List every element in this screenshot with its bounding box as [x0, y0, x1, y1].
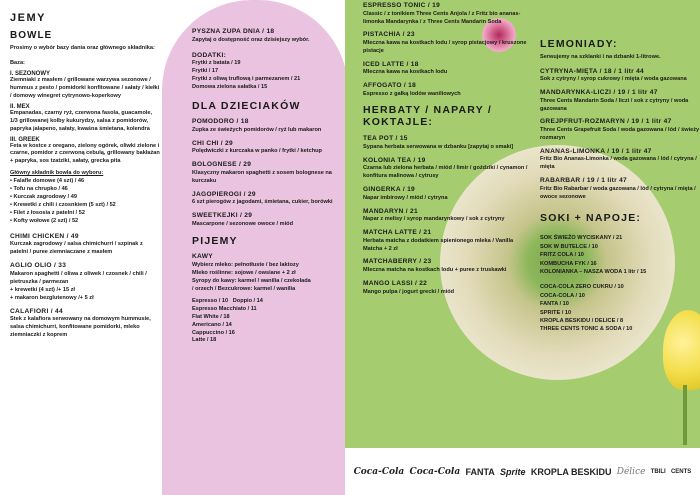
list-item: FANTA / 10 [540, 301, 569, 308]
menu-item-title: SWEETKEJKI / 29 [192, 212, 253, 220]
menu-item-desc: Napar imbirowy / miód / cytryna [363, 194, 448, 201]
main-ingredient-title: Główny składnik bowla do wyboru: [10, 170, 104, 177]
menu-item-desc: Stek z kalafiora serwowany na domowym hummusie, salsa chimichurri, konfitowane pomidorki, mleko ziemniaczki z koprem [10, 316, 151, 339]
drinks-heading: PIJEMY [192, 234, 238, 247]
menu-item-title: ESPRESSO TONIC / 19 [363, 2, 441, 9]
soup-title: PYSZNA ZUPA DNIA / 18 [192, 28, 275, 35]
list-item: • Filet z łososia z patelni / 52 [10, 210, 86, 216]
menu-item [192, 212, 338, 229]
menu-item-desc: Mleczna kawa na kostkach lodu [363, 69, 448, 76]
base-title: II. MEX [10, 103, 30, 110]
list-item: Frytki z batata / 19 [192, 60, 241, 67]
menu-item-desc: Mascarpone / sezonowe owoce / miód [192, 220, 294, 227]
list-item: SOK ŚWIEŻO WYCISKANY / 21 [540, 235, 623, 242]
list-item: FRITZ COLA / 10 [540, 252, 584, 259]
menu-item-desc: Mleczna kawa na kostkach lodu / syrop pistacjowy / kruszone pistacje [363, 40, 527, 54]
menu-item-title: CALAFIORI / 44 [10, 307, 63, 315]
menu-item [363, 157, 533, 181]
list-item: Americano / 14 [192, 321, 232, 328]
lemonade-juice-subcolumn [540, 0, 700, 334]
menu-item [192, 191, 338, 208]
list-item: Frytki / 17 [192, 68, 219, 74]
menu-item-desc: Herbata matcha z dodatkiem spienionego mleka / Vanilla Matcha + 2 zł [363, 237, 514, 252]
menu-item [540, 148, 700, 172]
menu-item-desc: Mleczna matcha na kostkach lodu + puree z truskawki [363, 267, 507, 273]
list-item: Domowa zielona sałatka / 15 [192, 83, 268, 90]
list-item: • Falafle domowe (4 szt) / 46 [10, 178, 85, 185]
tulip-stem [683, 385, 687, 445]
kids-heading: DLA DZIECIAKÓW [192, 99, 301, 112]
coffee-desc: / orzech / Bezcukrowe: karmel / wanilia [192, 285, 296, 292]
menu-item [10, 308, 160, 340]
base-desc: Ziemniaki z masłem / grillowane warzywa sezonowe / hummus z pesto / pomidorki konfitowane / sałaty / kiełki / domowy winegret cytrynowo-koperkowy [10, 76, 160, 99]
list-item: • Kofty wołowe (2 szt) / 52 [10, 217, 79, 224]
soup-kids-drinks-column [162, 0, 348, 495]
menu-item [192, 140, 338, 157]
menu-item-desc: Espresso z gałką lodów waniliowych [363, 90, 461, 97]
juices-heading: SOKI + NAPOJE: [540, 211, 642, 224]
list-item: THREE CENTS TONIC & SODA / 10 [540, 326, 633, 333]
list-item: SOK W BUTELCE / 10 [540, 243, 598, 250]
list-item: KROPLA BESKIDU / DELICE / 8 [540, 317, 624, 324]
coffee-desc: Wybierz mleko: pełnotłuste / bez laktozy [192, 262, 299, 268]
list-item: Latte / 18 [192, 337, 217, 344]
bowle-heading: BOWLE [10, 30, 53, 41]
lemonade-intro: Serwujemy na szklanki i na dzbanki 1-litrowe. [540, 53, 661, 60]
menu-item-desc: Fritz Bio Ananas-Limonka / woda gazowana / lód / cytryna / mięta [540, 156, 697, 171]
menu-item-desc: Kurczak zagrodowy / salsa chimichurri / szpinak z patelni / puree ziemniaczane z masłem [10, 241, 143, 256]
menu-item-desc: Sypana herbata serwowana w dzbanku [zapytaj o smaki] [363, 143, 514, 150]
menu-item-title: AGLIO OLIO / 33 [10, 262, 67, 270]
list-item: Cappuccino / 16 [192, 329, 235, 336]
sprite-logo: Sprite [500, 466, 526, 477]
base-title: I. SEZONOWY [10, 70, 51, 77]
list-item: COCA-COLA / 10 [540, 292, 585, 299]
coca-cola-logo: Coca-Cola [409, 466, 461, 477]
menu-item-title: RABARBAR / 19 / 1 litr 47 [540, 177, 628, 185]
menu-item-desc: Polędwiczki z kurczaka w panko / frytki / ketchup [192, 148, 322, 155]
coca-cola-zero-logo: Coca-Cola [353, 466, 405, 477]
menu-item-title: MANGO LASSI / 22 [363, 279, 428, 287]
menu-item [540, 118, 700, 142]
list-item: KOLONIANKA – NASZA WODA 1 litr / 15 [540, 268, 647, 275]
list-item: KOMBUCHA FYK / 16 [540, 260, 597, 267]
menu-item-title: JAGOPIEROGI / 29 [192, 190, 256, 198]
menu-item-desc: Klasyczny makaron spaghetti z sosem bolognese na kurczaku [192, 169, 332, 184]
menu-item-desc: Three Cents Grapefruit Soda / woda gazowana / lód / świeży rozmaryn [540, 127, 700, 141]
list-item: Espresso / 10 Doppio / 14 [192, 297, 263, 304]
menu-item-title: ANANAS-LIMONKA / 19 / 1 litr 47 [540, 147, 652, 155]
menu-item-desc: 6 szt pierogów z jagodami, śmietana, cukier, borówki [192, 199, 333, 206]
menu-item-title: MATCHA LATTE / 21 [363, 229, 432, 236]
menu-item-title: POMODORO / 18 [192, 118, 249, 126]
lemonade-heading: LEMONIADY: [540, 38, 618, 50]
menu-item-extra: + makaron bezglutenowy /+ 5 zł [10, 294, 94, 301]
soup-desc: Zapytaj o dostępność oraz dzisiejszy wybór. [192, 36, 310, 43]
list-item: • Krewetki z chili i czosnkiem (5 szt) / 52 [10, 202, 116, 209]
menu-item-title: MANDARYN / 21 [363, 207, 418, 215]
menu-item [192, 161, 338, 185]
kropla-beskidu-logo: KROPLA BESKIDU [530, 466, 612, 477]
tbili-logo: TBILI [650, 468, 666, 475]
menu-item [192, 118, 338, 135]
tea-heading: HERBATY / NAPARY / KOKTAJLE: [363, 103, 492, 129]
coffee-desc: Syropy do kawy: karmel / wanilia / czekolada [192, 277, 311, 284]
menu-item [363, 186, 533, 203]
jemy-heading: JEMY [10, 12, 46, 24]
menu-item [363, 208, 533, 225]
menu-item-title: CHIMI CHICKEN / 49 [10, 232, 79, 240]
main-ingredient-list [10, 178, 160, 226]
menu-item-title: GREJPFRUT-ROZMARYN / 19 / 1 litr 47 [540, 118, 672, 126]
menu-item-desc: Sok z cytryny / syrop cukrowy / mięta / woda gazowana [540, 76, 687, 83]
menu-item-title: CYTRYNA-MIĘTA / 18 / 1 litr 44 [540, 67, 645, 75]
menu-item-desc: Classic / z tonikiem Three Cents Anjola / z Fritz bio ananas-limonka Mandarynka / z Three Cents Mandarin Soda [363, 10, 521, 25]
menu-item-desc: Zupka ze świeżych pomidorów / ryż lub makaron [192, 126, 322, 133]
three-cents-logo: CENTS [670, 468, 692, 475]
menu-item [540, 177, 700, 201]
delice-logo: Délice [616, 466, 646, 477]
menu-item-title: ICED LATTE / 18 [363, 60, 419, 68]
menu-item [363, 280, 533, 297]
menu-item [363, 2, 533, 26]
menu-item-title: AFFOGATO / 18 [363, 82, 417, 90]
fanta-logo: FANTA [465, 466, 495, 477]
sides-title: DODATKI: [192, 51, 227, 59]
menu-item-extra: + krewetki (4 szt) /+ 15 zł [10, 286, 75, 293]
menu-item [363, 135, 533, 152]
menu-item-desc: Napar z melisy / syrop mandarynkowy / sok z cytryny [363, 216, 505, 223]
list-item: Espresso Macchiato / 11 [192, 305, 257, 312]
baza-label: Baza: [10, 59, 25, 66]
base-desc: Feta w kostce z oregano, zielony ogórek, oliwki zielone i czarne, pomidor z czerwoną cebulą, grillowany bakłażan + papryka, sos tzatziki, sałaty, grecka pita [10, 142, 160, 165]
coffee-desc: Mleko roślinne: sojowe / owsiane + 2 zł [192, 269, 296, 276]
list-item: Frytki z oliwą truflową i parmezanem / 21 [192, 75, 301, 82]
menu-item [10, 262, 160, 302]
menu-item-title: CHI CHI / 29 [192, 139, 233, 147]
bowle-intro: Prosimy o wybór bazy dania oraz głównego składnika: [10, 45, 155, 51]
list-item: • Kurczak zagrodowy / 49 [10, 194, 77, 201]
menu-item [363, 229, 533, 253]
menu-item [363, 82, 533, 99]
menu-item-title: MATCHABERRY / 23 [363, 258, 432, 266]
list-item: SPRITE / 10 [540, 309, 572, 316]
menu-item [363, 31, 533, 55]
menu-item-desc: Three Cents Mandarin Soda / liczi / sok z cytryny / woda gazowana [540, 97, 689, 112]
base-desc: Empanadas, czarny ryż, czerwona fasola, guacamole, 1/3 grillowanej kolby kukurydzy, salsa z pomidorów, papryka jalapeno, sałaty, kwaśna śmietana, kolendra [10, 109, 153, 132]
menu-item [363, 61, 533, 78]
menu-item-title: PISTACHIA / 23 [363, 31, 415, 39]
base-title: III. GREEK [10, 136, 40, 143]
menu-item-title: TEA POT / 15 [363, 135, 408, 143]
menu-item-desc: Mango pulpa / jogurt grecki / miód [363, 288, 455, 295]
menu-item [540, 68, 700, 85]
menu-item-title: KOLONIA TEA / 19 [363, 156, 426, 164]
menu-item-desc: Fritz Bio Rabarbar / woda gazowana / lód / cytryna / mięta / owoce sezonowe [540, 185, 696, 200]
coffee-heading: KAWY [192, 253, 213, 261]
drinks-column [345, 0, 700, 495]
menu-item [540, 89, 700, 113]
menu-item-title: GINGERKA / 19 [363, 186, 416, 193]
coffee-tea-subcolumn [363, 0, 533, 301]
menu-item-title: BOLOGNESE / 29 [192, 161, 252, 169]
food-column [0, 0, 168, 495]
list-item: Flat White / 18 [192, 313, 230, 320]
menu-item-title: MANDARYNKA-LICZI / 19 / 1 litr 47 [540, 89, 658, 97]
menu-item [363, 258, 533, 275]
menu-item-desc: Czarna lub zielona herbata / miód / limir / goździki / cynamon / konfitura malinowa / cytrusy [363, 165, 528, 180]
brand-logo-strip [345, 448, 700, 495]
menu-item-desc: Makaron spaghetti / oliwa z oliwek / czosnek / chili / pietruszka / parmezan [10, 270, 147, 285]
menu-item [10, 233, 160, 257]
list-item: COCA-COLA ZERO CUKRU / 10 [540, 284, 624, 291]
list-item: • Tofu na chrupko / 46 [10, 186, 68, 193]
